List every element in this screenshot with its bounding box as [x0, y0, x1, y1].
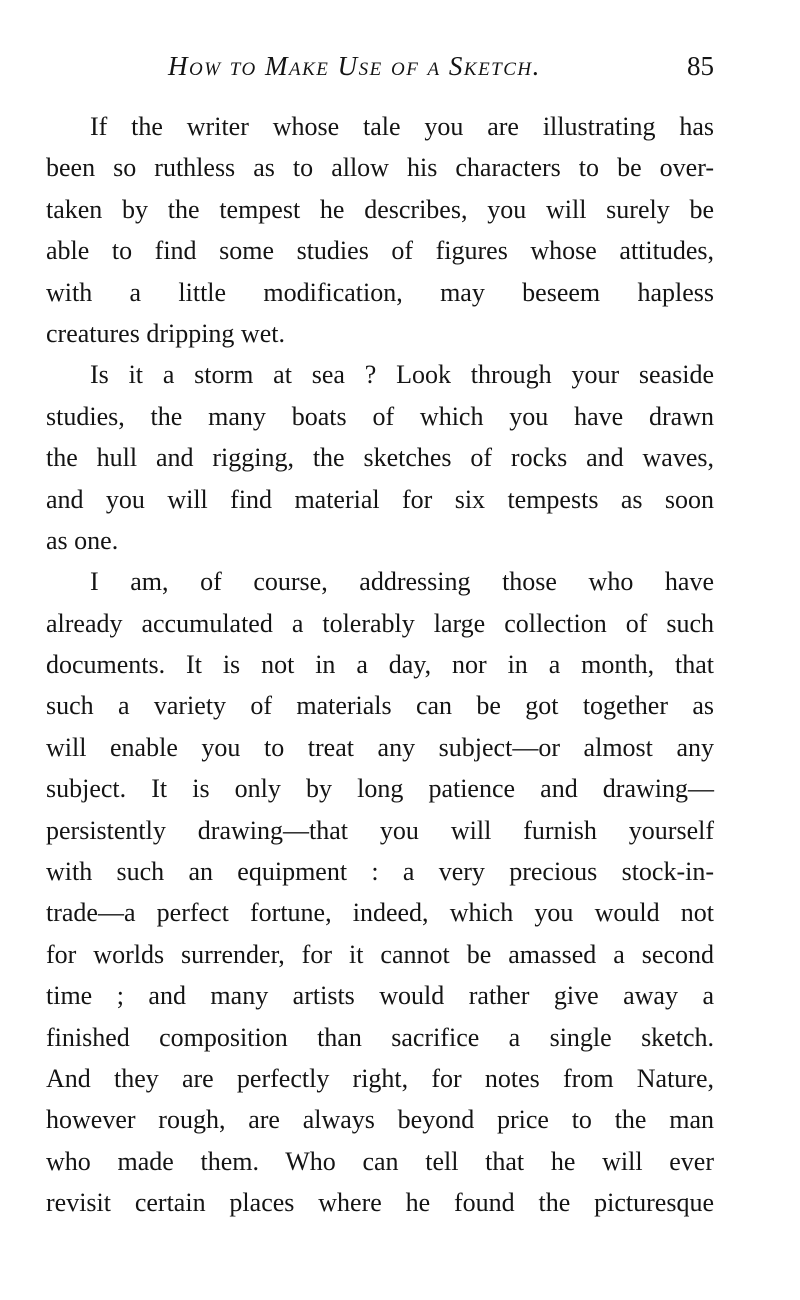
text-line: documents. It is not in a day, nor in a month, that	[46, 650, 714, 680]
text-line: will enable you to treat any subject—or almost any	[46, 732, 714, 762]
text-line: however rough, are always beyond price to the man	[46, 1105, 714, 1135]
text-line: with a little modification, may beseem hapless	[46, 277, 714, 307]
text-line: If the writer whose tale you are illustrating has	[90, 112, 714, 141]
text-line: who made them. Who can tell that he will ever	[46, 1146, 714, 1176]
text-line: time ; and many artists would rather give away a	[46, 981, 714, 1011]
text-line: been so ruthless as to allow his characters to be over-	[46, 153, 714, 183]
text-line: Is it a storm at sea ? Look through your seaside	[90, 360, 714, 390]
page-number: 85	[687, 51, 714, 81]
text-line: the hull and rigging, the sketches of rocks and waves,	[46, 443, 714, 473]
text-line: And they are perfectly right, for notes from Nature,	[46, 1063, 714, 1093]
text-line: trade—a perfect fortune, indeed, which you would not	[46, 898, 714, 928]
text-line: for worlds surrender, for it cannot be amassed a second	[46, 939, 714, 969]
text-line: such a variety of materials can be got together as	[46, 691, 714, 721]
text-line: studies, the many boats of which you have drawn	[46, 401, 714, 431]
text-line: already accumulated a tolerably large collection of such	[46, 608, 714, 638]
text-line: with such an equipment : a very precious stock-in-	[46, 857, 714, 887]
text-line: creatures dripping wet.	[46, 318, 285, 348]
text-line: able to find some studies of figures whose attitudes,	[46, 236, 714, 266]
text-line: finished composition than sacrifice a single sketch.	[46, 1022, 714, 1052]
text-line: I am, of course, addressing those who have	[90, 567, 714, 597]
text-line: persistently drawing—that you will furnish yourself	[46, 815, 714, 845]
text-line: revisit certain places where he found the picturesque	[46, 1188, 714, 1218]
body-text	[46, 106, 714, 1224]
text-line: subject. It is only by long patience and drawing—	[46, 774, 714, 804]
running-head	[46, 46, 714, 86]
text-line: as one.	[46, 525, 119, 555]
running-title: How to Make Use of a Sketch.	[168, 51, 541, 81]
text-line: taken by the tempest he describes, you will surely be	[46, 194, 714, 224]
text-line: and you will find material for six tempests as soon	[46, 484, 714, 514]
